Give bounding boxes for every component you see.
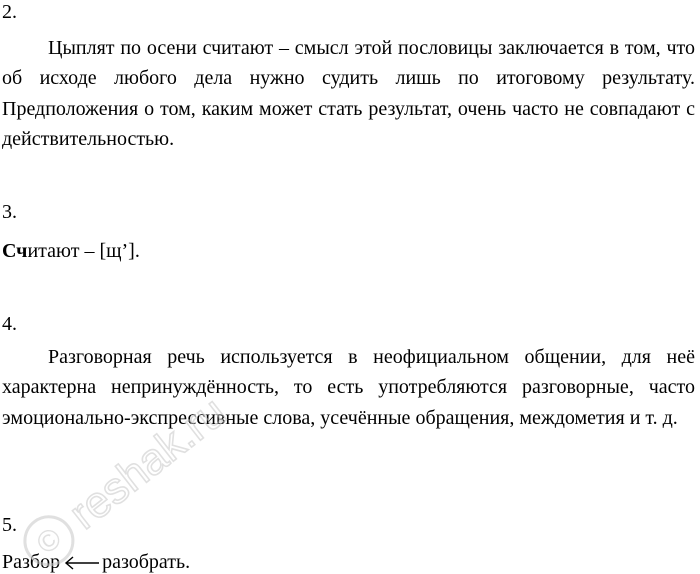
section-3-rest: итают – [щ’]. <box>27 240 140 262</box>
section-5-right-word: разобрать. <box>102 551 191 573</box>
section-5-line <box>2 550 190 574</box>
section-number-4: 4. <box>2 313 17 335</box>
section-3-bold-prefix: Сч <box>2 240 28 262</box>
section-3-line <box>2 239 140 263</box>
section-2-text: Цыплят по осени считают – смысл этой пословицы заключается в том, что об исходе любого дела нужно судить лишь по итоговому результату. Предположения о том, каким может стать результат, очень часто не совпадают с действительностью. <box>2 37 695 150</box>
watermark-text: reshak.ru <box>60 387 236 539</box>
section-4-text: Разговорная речь используется в неофициальном общении, для неё характерна непринуждённость, то есть употребляются разговорные, часто эмоционально-экспрессивные слова, усечённые обращения, междометия и т. д. <box>2 346 695 429</box>
section-number-2: 2. <box>2 1 17 23</box>
section-4-paragraph <box>2 342 695 433</box>
section-number-5: 5. <box>2 514 17 536</box>
section-number-3: 3. <box>2 201 17 223</box>
section-2-paragraph <box>2 33 695 154</box>
section-5-left-word: Разбор <box>2 551 61 573</box>
watermark-symbol: © <box>30 521 69 562</box>
left-arrow-icon <box>64 556 100 570</box>
